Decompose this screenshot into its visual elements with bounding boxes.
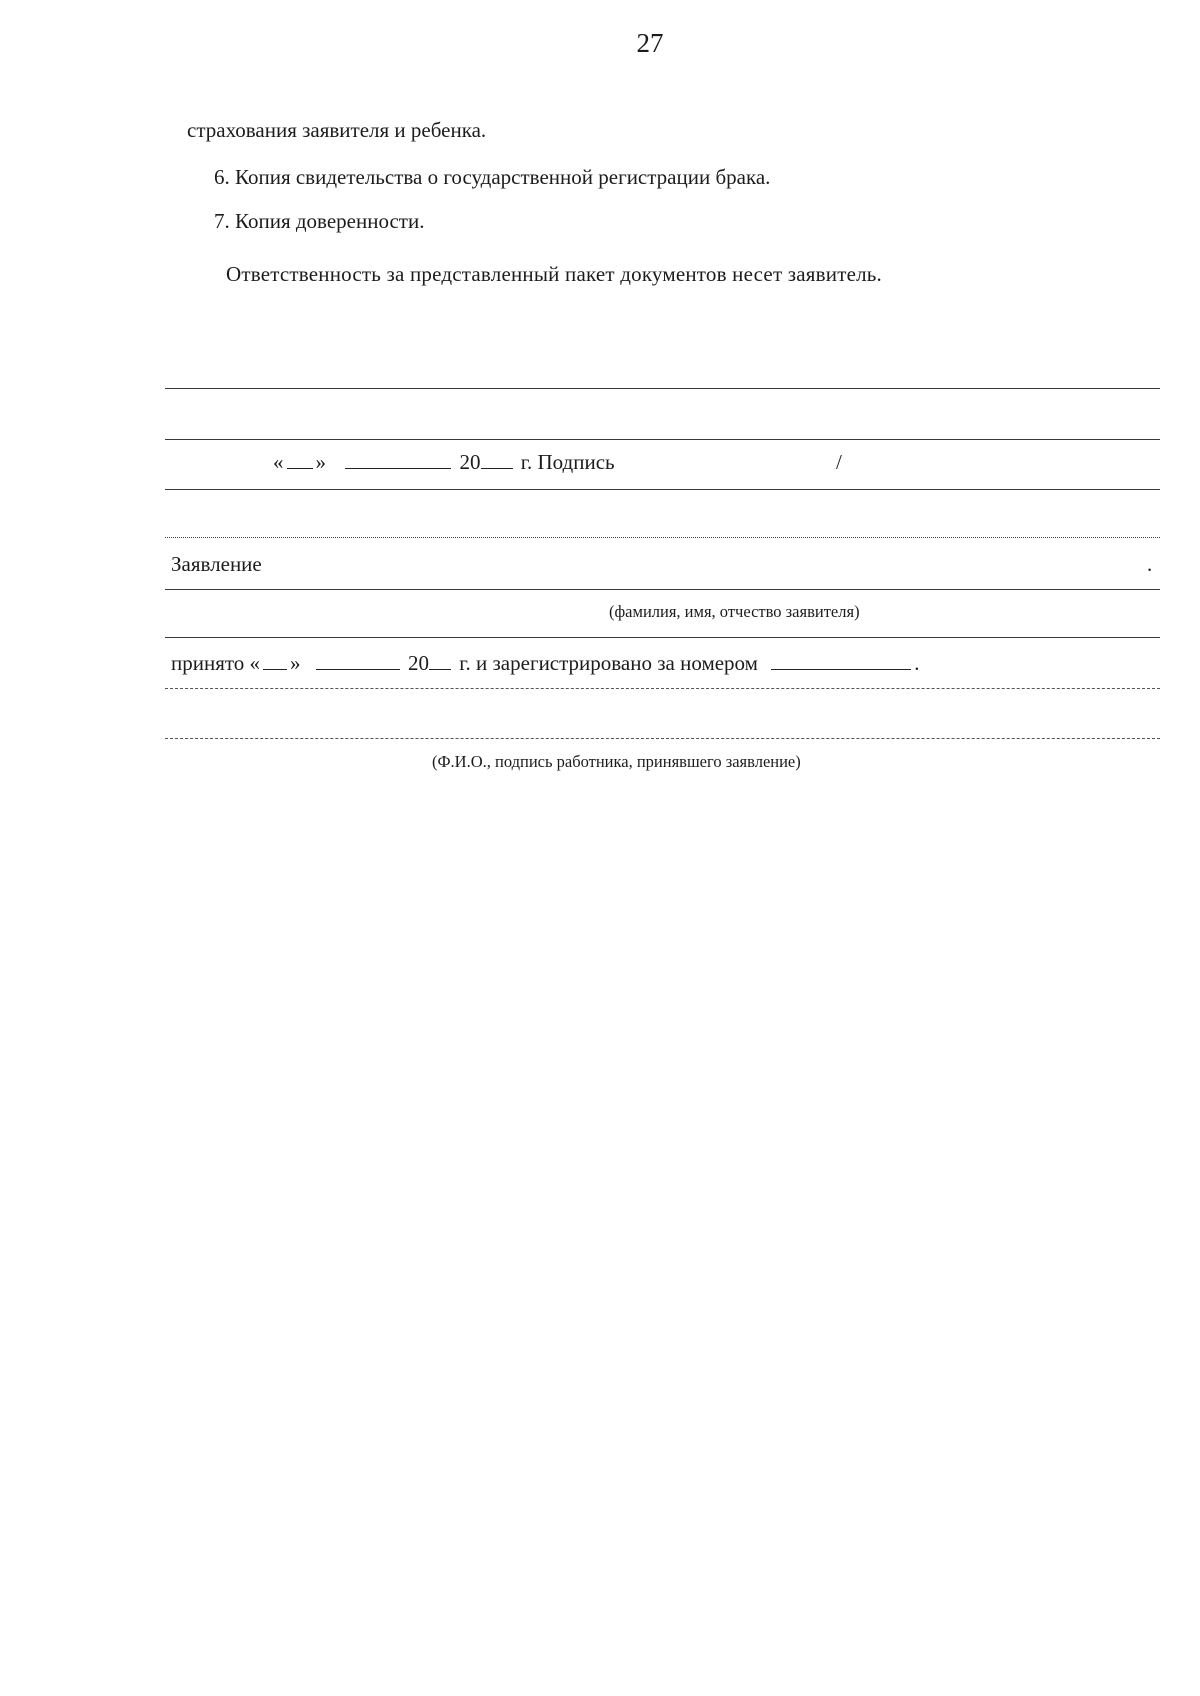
responsibility-text: Ответственность за представленный пакет документов несет заявитель.: [226, 262, 883, 286]
employee-signature-line: [165, 738, 1160, 739]
registration-number-blank: [771, 651, 911, 670]
list-item: 6. Копия свидетельства о государственной регистрации брака.: [214, 165, 771, 189]
quote-open: «: [273, 450, 284, 474]
day-blank: [263, 651, 287, 670]
page-number: 27: [636, 28, 664, 58]
quote-close: »: [290, 651, 301, 675]
acceptance-prefix: принято «: [171, 651, 261, 675]
blank-line: [165, 439, 1160, 440]
year-prefix: 20: [459, 450, 481, 474]
applicant-name-line: [165, 589, 1160, 590]
acceptance-end-mark: .: [914, 651, 920, 675]
employee-caption: (Ф.И.О., подпись работника, принявшего заявление): [432, 752, 801, 771]
quote-close: »: [315, 450, 326, 474]
signature-date-line: [273, 450, 615, 475]
statement-label: Заявление: [171, 552, 262, 576]
signature-slash: /: [836, 450, 842, 474]
list-item: 7. Копия доверенности.: [214, 209, 425, 233]
blank-line: [165, 688, 1160, 689]
continuation-text: страхования заявителя и ребенка.: [187, 118, 487, 142]
blank-line: [165, 637, 1160, 638]
year-blank: [481, 450, 513, 469]
acceptance-text: г. и зарегистрировано за номером: [459, 651, 758, 675]
acceptance-line: [171, 651, 919, 676]
year-prefix: 20: [408, 651, 430, 675]
year-blank: [429, 651, 451, 670]
applicant-caption: (фамилия, имя, отчество заявителя): [609, 602, 860, 621]
statement-end-mark: .: [1147, 552, 1153, 576]
cut-line: [165, 537, 1160, 538]
day-blank: [287, 450, 313, 469]
month-blank: [316, 651, 400, 670]
signature-label: г. Подпись: [520, 450, 615, 474]
blank-line: [165, 388, 1160, 389]
blank-line: [165, 489, 1160, 490]
month-blank: [345, 450, 451, 469]
